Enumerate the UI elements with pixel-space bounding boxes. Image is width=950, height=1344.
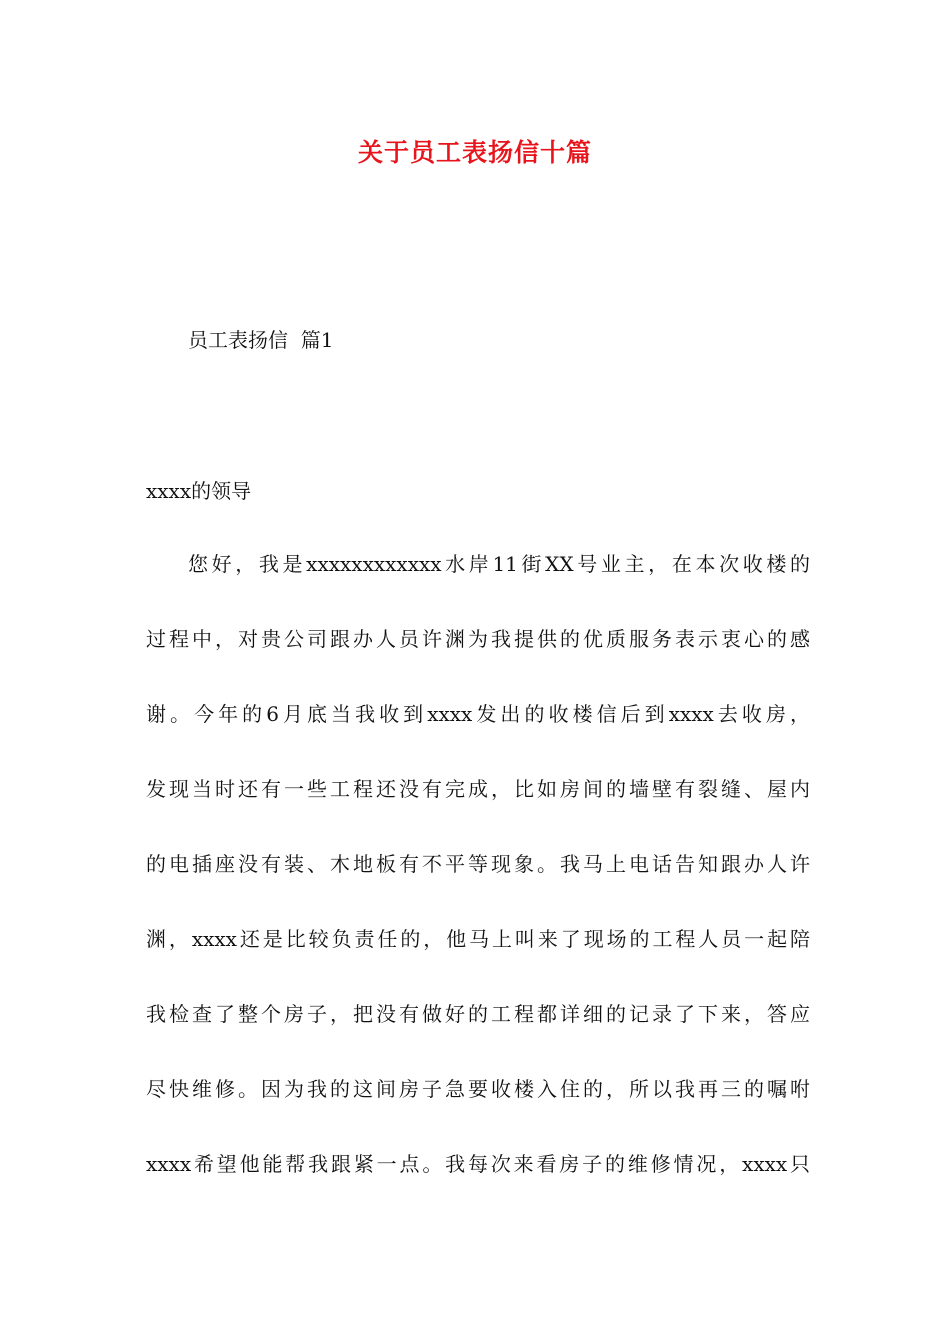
body-line: 的电插座没有装、木地板有不平等现象。我马上电话告知跟办人许 [146, 852, 810, 876]
document-title: 关于员工表扬信十篇 [357, 138, 592, 167]
body-line: 发现当时还有一些工程还没有完成，比如房间的墙壁有裂缝、屋内 [146, 777, 810, 801]
body-line: 渊，xxxx还是比较负责任的，他马上叫来了现场的工程人员一起陪 [146, 927, 810, 951]
body-line: 尽快维修。因为我的这间房子急要收楼入住的，所以我再三的嘱咐 [146, 1077, 810, 1101]
body-line: xxxx希望他能帮我跟紧一点。我每次来看房子的维修情况，xxxx只 [146, 1152, 810, 1176]
letter-salutation: xxxx的领导 [146, 479, 252, 503]
body-line: 我检查了整个房子，把没有做好的工程都详细的记录了下来，答应 [146, 1002, 810, 1026]
letter-body [146, 548, 810, 1223]
body-line: 您好，我是xxxxxxxxxxxx水岸11街XX号业主，在本次收楼的 [188, 552, 810, 576]
body-line: 过程中，对贵公司跟办人员许渊为我提供的优质服务表示衷心的感 [146, 627, 810, 651]
section-heading: 员工表扬信 篇1 [188, 328, 334, 352]
body-line: 谢。今年的6月底当我收到xxxx发出的收楼信后到xxxx去收房， [146, 702, 810, 726]
